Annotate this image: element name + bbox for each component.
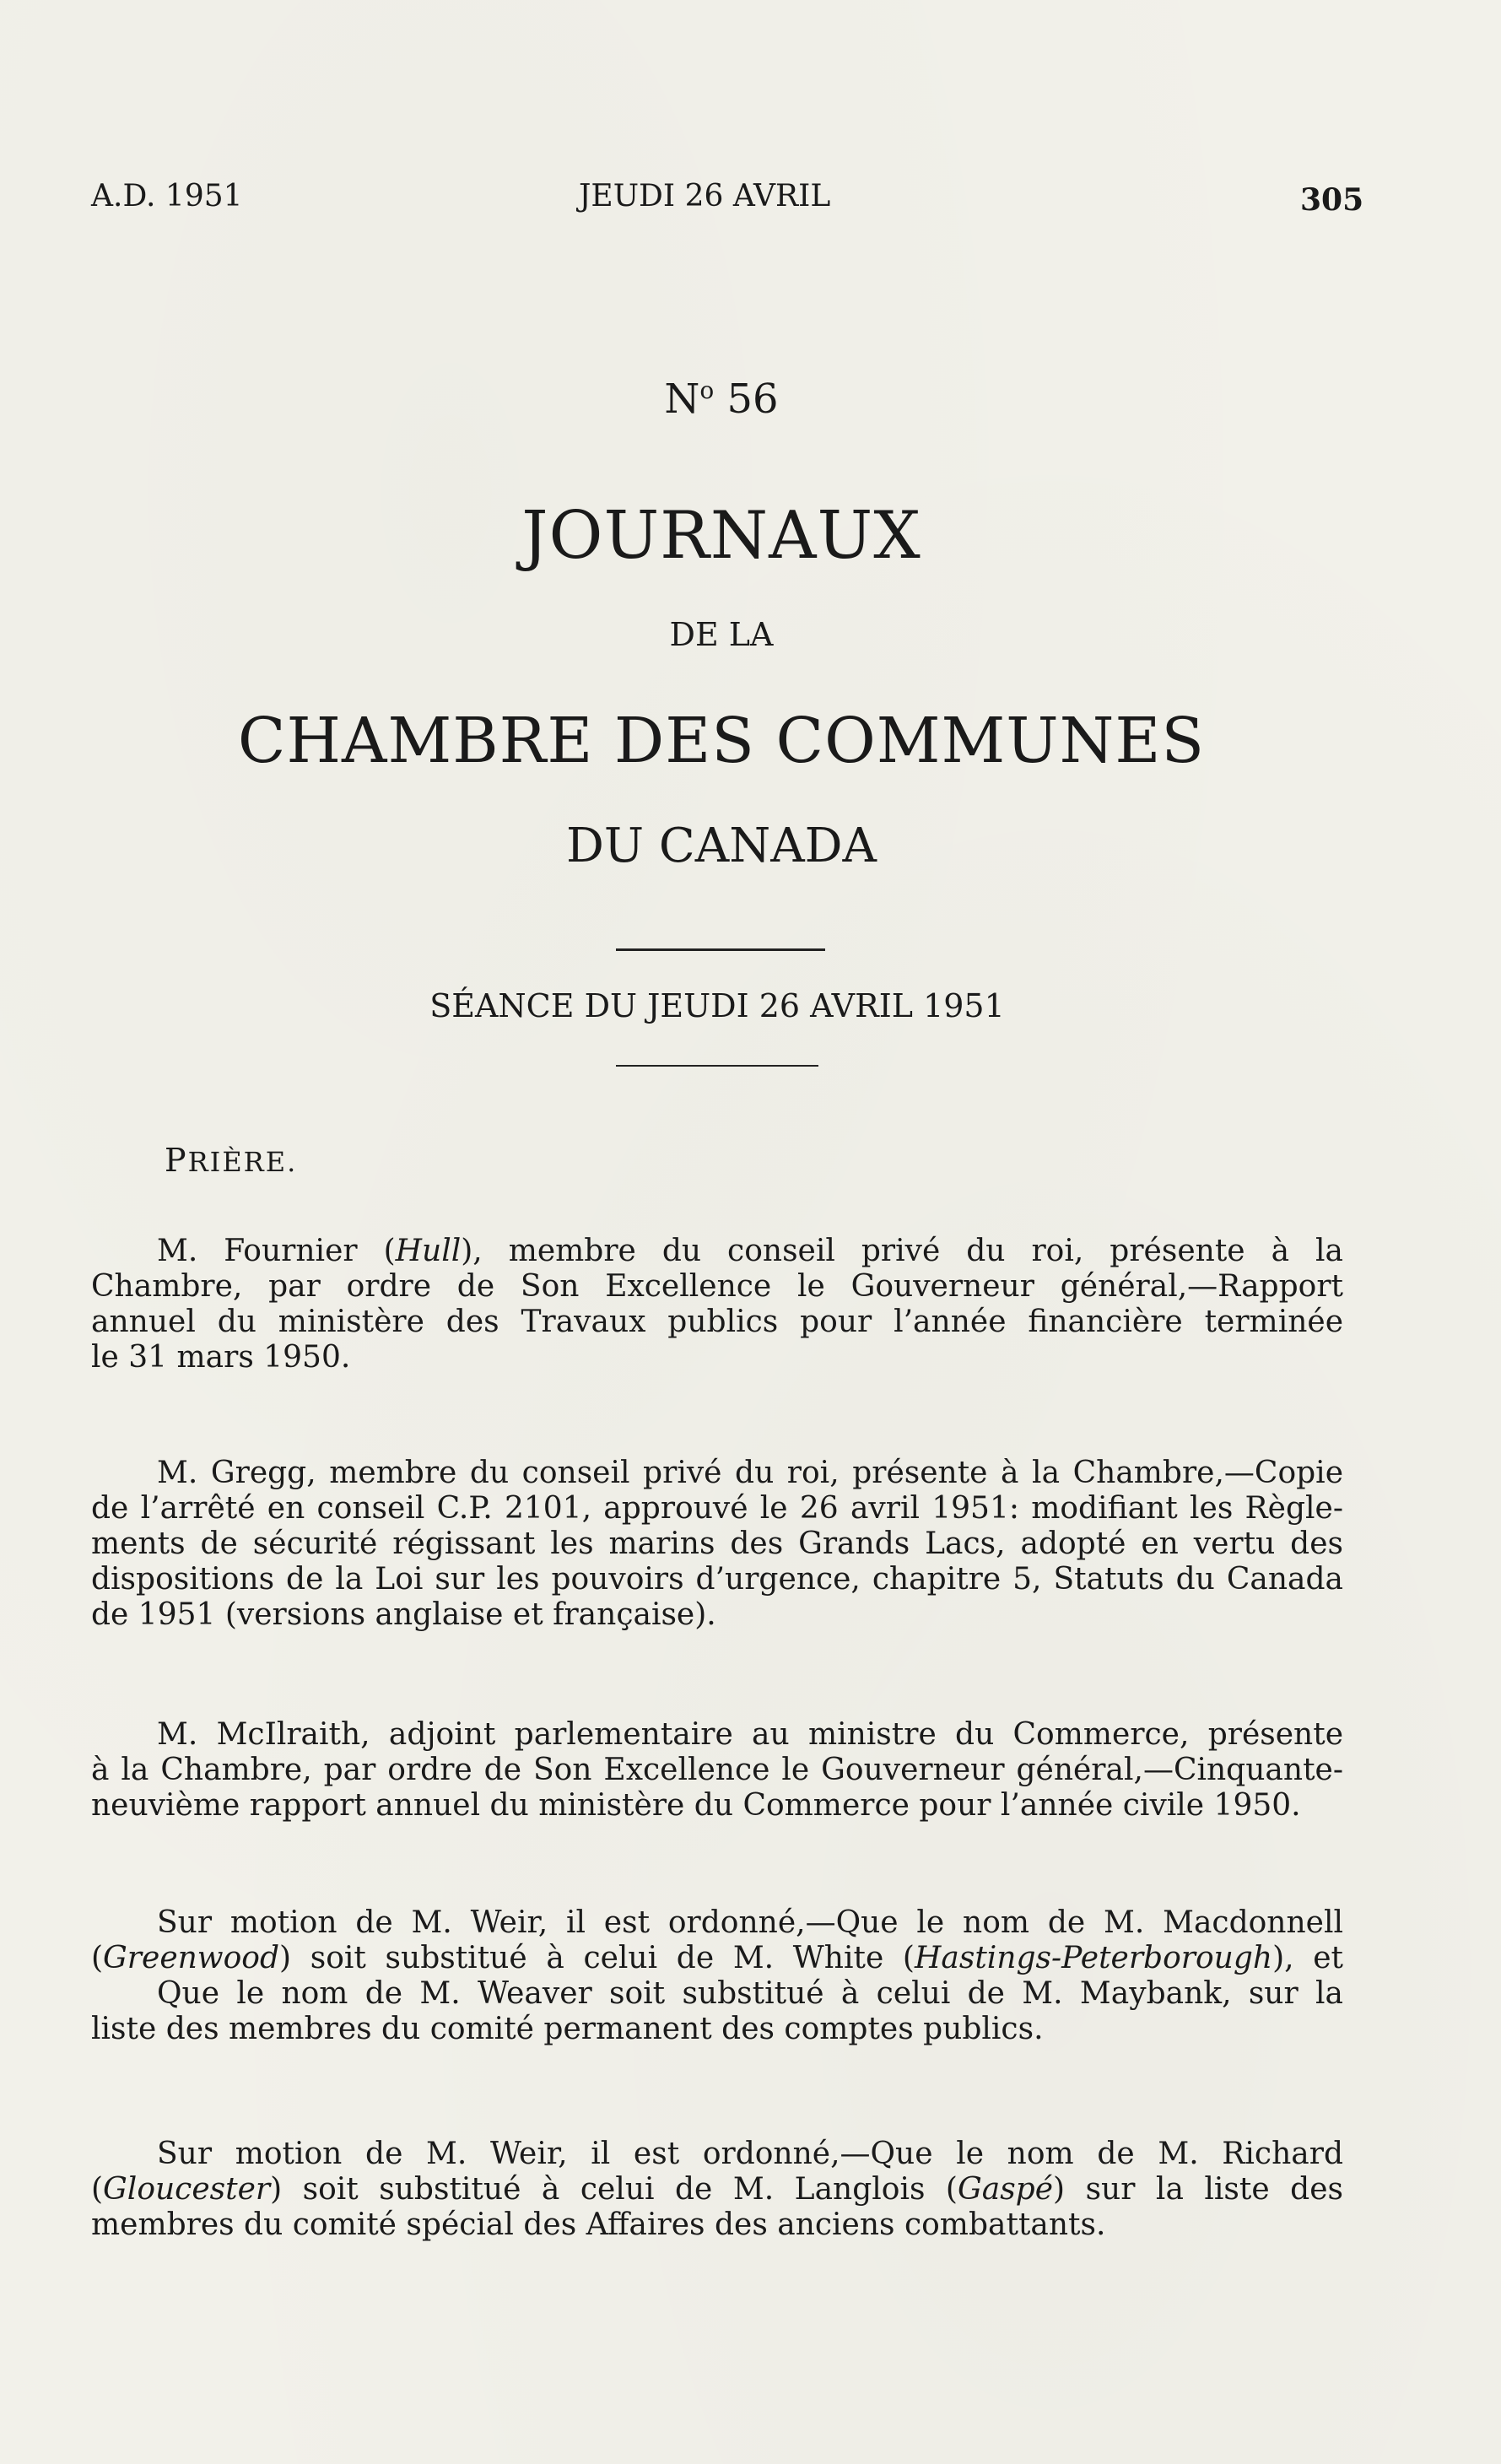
- sitting-heading: SÉANCE DU JEUDI 26 AVRIL 1951: [429, 987, 1005, 1024]
- running-head-date: JEUDI 26 AVRIL: [579, 179, 831, 213]
- text-line: (Gloucester) soit substitué à celui de M. Langlois (Gaspé) sur la liste des: [91, 2172, 1343, 2207]
- text-line: Sur motion de M. Weir, il est ordonné,—Que le nom de M. Richard: [157, 2137, 1343, 2171]
- issue-number: $N^o$ 56: [664, 376, 779, 423]
- text-line: neuvième rapport annuel du ministère du Commerce pour l’année civile 1950.: [91, 1788, 1301, 1823]
- text-line: M. Fournier (Hull), membre du conseil privé du roi, présente à la: [157, 1234, 1344, 1268]
- title-de-la: DE LA: [669, 616, 774, 653]
- text-line: liste des membres du comité permanent des comptes publics.: [91, 2012, 1044, 2046]
- paragraph-gregg: [91, 1456, 1343, 1633]
- text-line: ments de sécurité régissant les marins des Grands Lacs, adopté en vertu des: [91, 1526, 1343, 1561]
- text-line: dispositions de la Loi sur les pouvoirs d’urgence, chapitre 5, Statuts du Canada: [91, 1562, 1343, 1597]
- text-line: Chambre, par ordre de Son Excellence le Gouverneur général,—Rapport: [91, 1269, 1343, 1304]
- paragraph-mcilraith: [91, 1717, 1343, 1824]
- page-number: 305: [1300, 182, 1364, 218]
- text-line: de 1951 (versions anglaise et française).: [91, 1597, 716, 1632]
- prayer-heading: PRIÈRE.: [165, 1142, 298, 1179]
- text-line: M. McIlraith, adjoint parlementaire au ministre du Commerce, présente: [157, 1717, 1343, 1752]
- country-title: DU CANADA: [566, 819, 877, 873]
- chamber-title: CHAMBRE DES COMMUNES: [237, 705, 1206, 777]
- paragraph-fournier: [91, 1234, 1343, 1375]
- paragraph-motion-macdonnell: [91, 1905, 1343, 2047]
- text-line: annuel du ministère des Travaux publics pour l’année financière terminée: [91, 1305, 1343, 1339]
- text-line: Sur motion de M. Weir, il est ordonné,—Que le nom de M. Macdonnell: [157, 1905, 1343, 1940]
- sitting-rule: [616, 1065, 818, 1067]
- text-line: le 31 mars 1950.: [91, 1340, 351, 1375]
- journal-title: JOURNAUX: [521, 498, 921, 574]
- text-line: membres du comité spécial des Affaires des anciens combattants.: [91, 2207, 1106, 2242]
- text-line: de l’arrêté en conseil C.P. 2101, approuvé le 26 avril 1951: modifiant les Règle-: [91, 1491, 1343, 1526]
- running-head: [91, 179, 1364, 221]
- running-head-year: A.D. 1951: [91, 179, 243, 213]
- text-line: à la Chambre, par ordre de Son Excellence le Gouverneur général,—Cinquante-: [91, 1753, 1343, 1787]
- text-line: M. Gregg, membre du conseil privé du roi, présente à la Chambre,—Copie: [157, 1456, 1343, 1490]
- title-rule: [616, 948, 825, 951]
- text-line: (Greenwood) soit substitué à celui de M. White (Hastings-Peterborough), et: [91, 1941, 1344, 1975]
- paragraph-motion-richard: [91, 2137, 1343, 2243]
- text-line: Que le nom de M. Weaver soit substitué à celui de M. Maybank, sur la: [157, 1976, 1343, 2011]
